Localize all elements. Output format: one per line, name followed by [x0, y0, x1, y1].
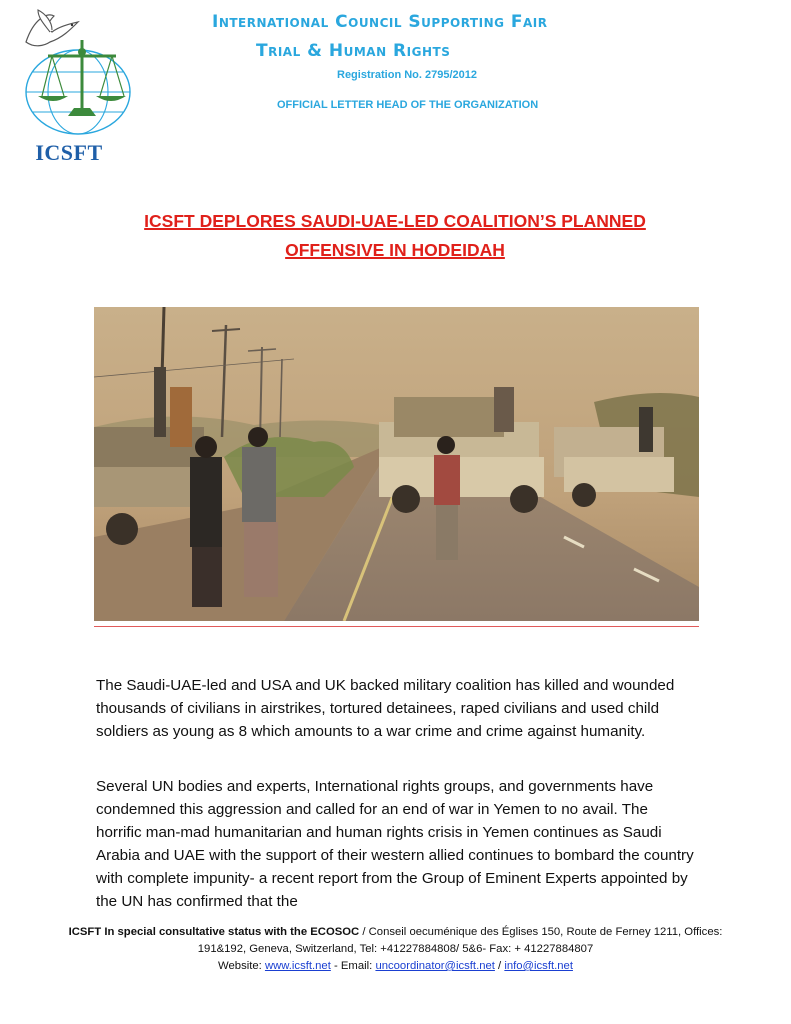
logo-emblem-icon	[8, 4, 136, 144]
footer-address: / Conseil oecuménique des Églises 150, Route de Ferney 1211, Offices: 191&192, Geneva, Switzerland, Tel: +41227884808/ 5&6- Fax: + 41227884807	[197, 926, 723, 955]
organization-name-line1: International Council Supporting Fair	[212, 12, 548, 32]
registration-number: Registration No. 2795/2012	[337, 69, 478, 81]
article-headline	[100, 207, 690, 265]
logo-text: ICSFT	[35, 140, 103, 165]
headline-line2: OFFENSIVE IN HODEIDAH	[285, 240, 505, 260]
organization-name-line2: Trial & Human Rights	[256, 41, 451, 61]
article-paragraph-2: Several UN bodies and experts, International rights groups, and governments have condemned this aggression and called for an end of war in Yemen to no avail. The horrific man-mad humanitarian and human rights crisis in Yemen continues as Saudi Arabia and UAE with the support of their western allied continues to bombard the country with complete impunity- a recent report from the Group of Eminent Experts appointed by the UN has confirmed that the	[96, 778, 694, 910]
email-link-uncoordinator[interactable]: uncoordinator@icsft.net	[375, 960, 495, 972]
website-label: Website:	[218, 960, 265, 972]
headline-line1: ICSFT DEPLORES SAUDI-UAE-LED COALITION’S PLANNED	[144, 211, 646, 231]
letterhead-footer	[60, 924, 731, 975]
article-paragraph-1: The Saudi-UAE-led and USA and UK backed military coalition has killed and wounded thousands of civilians in airstrikes, tortured detainees, raped civilians and used child soldiers as young as 8 which amounts to a war crime and crime against humanity.	[96, 677, 675, 740]
hodeidah-road-scene-image	[94, 307, 699, 621]
consultative-status: ICSFT In special consultative status with the ECOSOC	[68, 926, 360, 938]
website-link[interactable]: www.icsft.net	[264, 960, 331, 972]
email-label: - Email:	[330, 960, 376, 972]
email-separator: /	[494, 960, 505, 972]
email-link-info[interactable]: info@icsft.net	[504, 960, 573, 972]
article-photo	[94, 307, 699, 621]
official-letterhead-caption: OFFICIAL LETTER HEAD OF THE ORGANIZATION	[277, 99, 539, 111]
divider-rule	[94, 626, 699, 627]
